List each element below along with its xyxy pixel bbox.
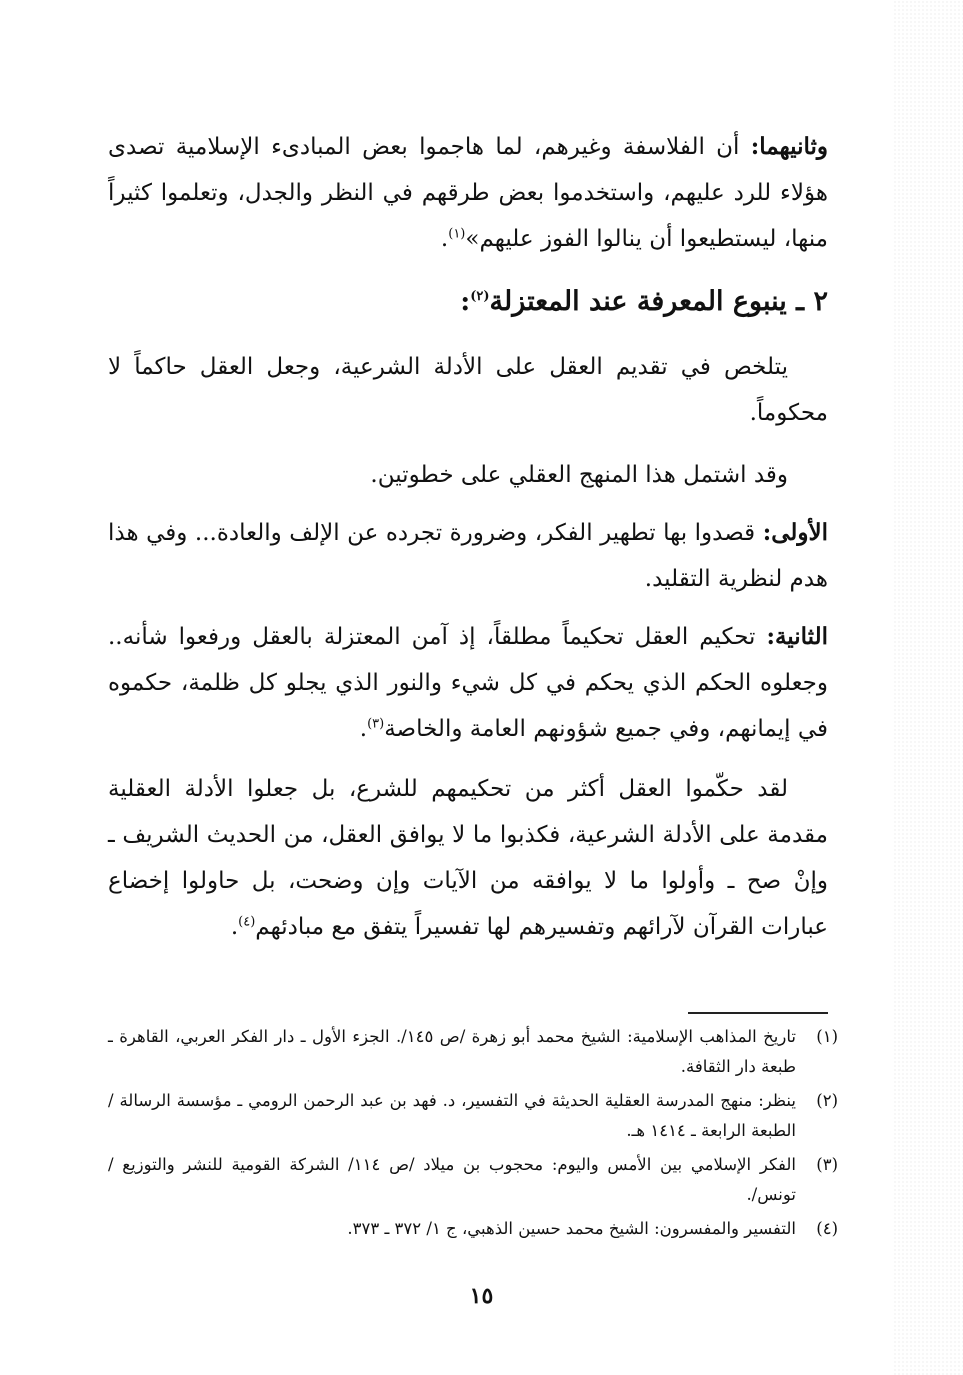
page-number: ١٥: [469, 1283, 494, 1309]
paragraph-text: قصدوا بها تطهير الفكر، وضرورة تجرده عن الإلف والعادة... وفي هذا هدم لنظرية التقليد.: [108, 520, 828, 592]
footnote-item: [108, 1150, 838, 1210]
footnote-number: (٢): [816, 1091, 838, 1110]
footnote-text: تاريخ المذاهب الإسلامية: الشيخ محمد أبو زهرة /ص ١٤٥/. الجزء الأول ـ دار الفكر العربي، القاهرة ـ طبعة دار الثقافة.: [108, 1027, 796, 1076]
footnote-number: (١): [816, 1027, 838, 1046]
paragraph-second-step: [108, 614, 828, 752]
footnote-ref-1: (١): [448, 226, 466, 242]
paragraph-reason-over-law: [108, 766, 828, 950]
footnote-ref-2: (٢): [470, 289, 490, 304]
scan-edge-texture: [893, 0, 963, 1375]
paragraph-tail: .: [440, 226, 449, 252]
footnote-separator: [688, 1012, 828, 1014]
paragraph-two-steps: [108, 452, 828, 498]
footnote-item: [108, 1022, 838, 1082]
heading-text: ٢ ـ ينبوع المعرفة عند المعتزلة: [489, 286, 828, 317]
paragraph-tail: .: [359, 716, 368, 742]
footnote-item: [108, 1214, 838, 1244]
footnote-number: (٣): [816, 1155, 838, 1174]
paragraph-lead: الأولى:: [762, 519, 828, 546]
paragraph-text: لقد حكّموا العقل أكثر من تحكيمهم للشرع، بل جعلوا الأدلة العقلية مقدمة على الأدلة الشرعية، فكذبوا ما لا يوافق العقل، من الحديث الشريف ـ وإنْ صح ـ وأولوا ما لا يوافقه من الآيات وإن وضحت، بل حاولوا إخضاع عبارات القرآن لآرائهم وتفسيرهم لها تفسيراً يتفق مع مبادئهم: [108, 776, 828, 940]
footnote-text: الفكر الإسلامي بين الأمس واليوم: محجوب بن ميلاد /ص ١١٤/ الشركة القومية للنشر والتوزيع / تونس/.: [108, 1155, 797, 1204]
footnotes-list: [108, 1022, 838, 1248]
heading-tail: :: [460, 286, 471, 317]
paragraph-text: تحكيم العقل تحكيماً مطلقاً، إذ آمن المعتزلة بالعقل ورفعوا شأنه.. وجعلوه الحكم الذي يحكم في كل شيء والنور الذي يجلو كل ظلمة، حكموه في إيمانهم، وفي جميع شؤونهم العامة والخاصة: [108, 624, 828, 742]
section-heading: [108, 282, 828, 322]
paragraph-lead: وثانيهما:: [750, 133, 828, 160]
footnote-text: ينظر: منهج المدرسة العقلية الحديثة في التفسير، د. فهد بن عبد الرحمن الرومي ـ مؤسسة الرسالة /الطبعة الرابعة ـ ١٤١٤ هـ.: [108, 1091, 796, 1140]
footnote-item: [108, 1086, 838, 1146]
footnote-text: التفسير والمفسرون: الشيخ محمد حسين الذهبي، ج ١/ ٣٧٢ ـ ٣٧٣.: [347, 1219, 796, 1238]
paragraph-secondly: [108, 124, 828, 262]
footnote-number: (٤): [816, 1219, 838, 1238]
footnote-ref-4: (٤): [238, 914, 256, 930]
paragraph-text: يتلخص في تقديم العقل على الأدلة الشرعية، وجعل العقل حاكماً لا محكوماً.: [108, 354, 828, 426]
paragraph-text: أن الفلاسفة وغيرهم، لما هاجموا بعض المبادىء الإسلامية تصدى هؤلاء للرد عليهم، واستخدموا بعض طرقهم في النظر والجدل، وتعلموا كثيراً منها، ليستطيعوا أن ينالوا الفوز عليهم»: [108, 134, 828, 252]
footnote-ref-3: (٣): [367, 716, 385, 732]
paragraph-lead: الثانية:: [766, 623, 828, 650]
paragraph-text: وقد اشتمل هذا المنهج العقلي على خطوتين.: [370, 462, 788, 488]
paragraph-first-step: [108, 510, 828, 602]
paragraph-tail: .: [230, 914, 239, 940]
paragraph-summary: [108, 344, 828, 436]
